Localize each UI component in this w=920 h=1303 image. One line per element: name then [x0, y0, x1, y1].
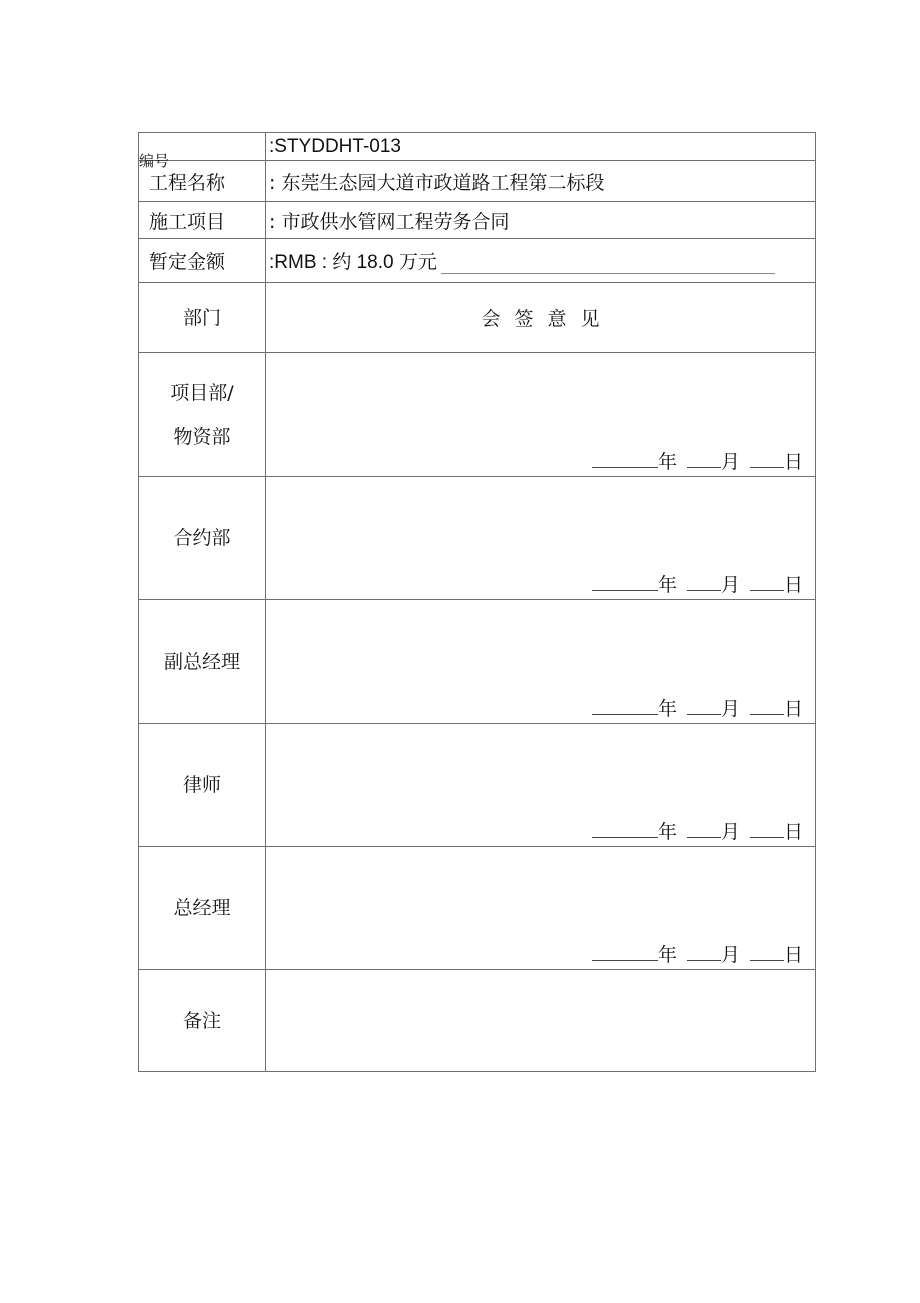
amount-label: 暂定金额	[139, 239, 266, 283]
project-name-label: 工程名称	[139, 161, 266, 202]
dept-contract: 合约部	[139, 477, 266, 600]
opinion-header: 会签意见	[266, 283, 816, 353]
dept-project-materials	[139, 353, 266, 477]
amount-cell	[266, 239, 816, 283]
construction-item-label: 施工项目	[139, 202, 266, 239]
dept-label-line2: 物资部	[173, 425, 231, 448]
table-row	[139, 353, 816, 477]
sign-date: 年 月 日	[592, 940, 803, 967]
dept-lawyer: 律师	[139, 724, 266, 847]
sign-date: 年 月 日	[592, 694, 803, 721]
dept-gm: 总经理	[139, 847, 266, 970]
opinion-cell[interactable]	[266, 600, 816, 724]
opinion-cell[interactable]	[266, 477, 816, 600]
opinion-cell[interactable]	[266, 724, 816, 847]
sign-date: 年 月 日	[592, 817, 803, 844]
dept-remarks: 备注	[139, 970, 266, 1072]
dept-header: 部门	[139, 283, 266, 353]
amount-value: :RMB : 约 18.0 万元	[269, 252, 437, 273]
table-row	[139, 477, 816, 600]
amount-underline	[441, 255, 775, 274]
table-row	[139, 847, 816, 970]
countersign-form	[138, 132, 816, 1072]
table-row	[139, 970, 816, 1072]
sign-date: 年 月 日	[592, 570, 803, 597]
code-value-cell	[266, 133, 816, 161]
table-row	[139, 600, 816, 724]
contract-code: :STYDDHT-013	[269, 136, 401, 157]
dept-deputy-gm: 副总经理	[139, 600, 266, 724]
remarks-cell[interactable]	[266, 970, 816, 1072]
dept-label-line1: 项目部/	[170, 381, 234, 404]
sign-date: 年 月 日	[592, 447, 803, 474]
code-label: 编号	[139, 152, 170, 170]
project-name-value: : 东莞生态园大道市政道路工程第二标段	[266, 161, 816, 202]
construction-item-value: : 市政供水管网工程劳务合同	[266, 202, 816, 239]
opinion-cell[interactable]	[266, 847, 816, 970]
opinion-cell[interactable]	[266, 353, 816, 477]
code-label-cell	[139, 133, 266, 170]
table-row	[139, 724, 816, 847]
